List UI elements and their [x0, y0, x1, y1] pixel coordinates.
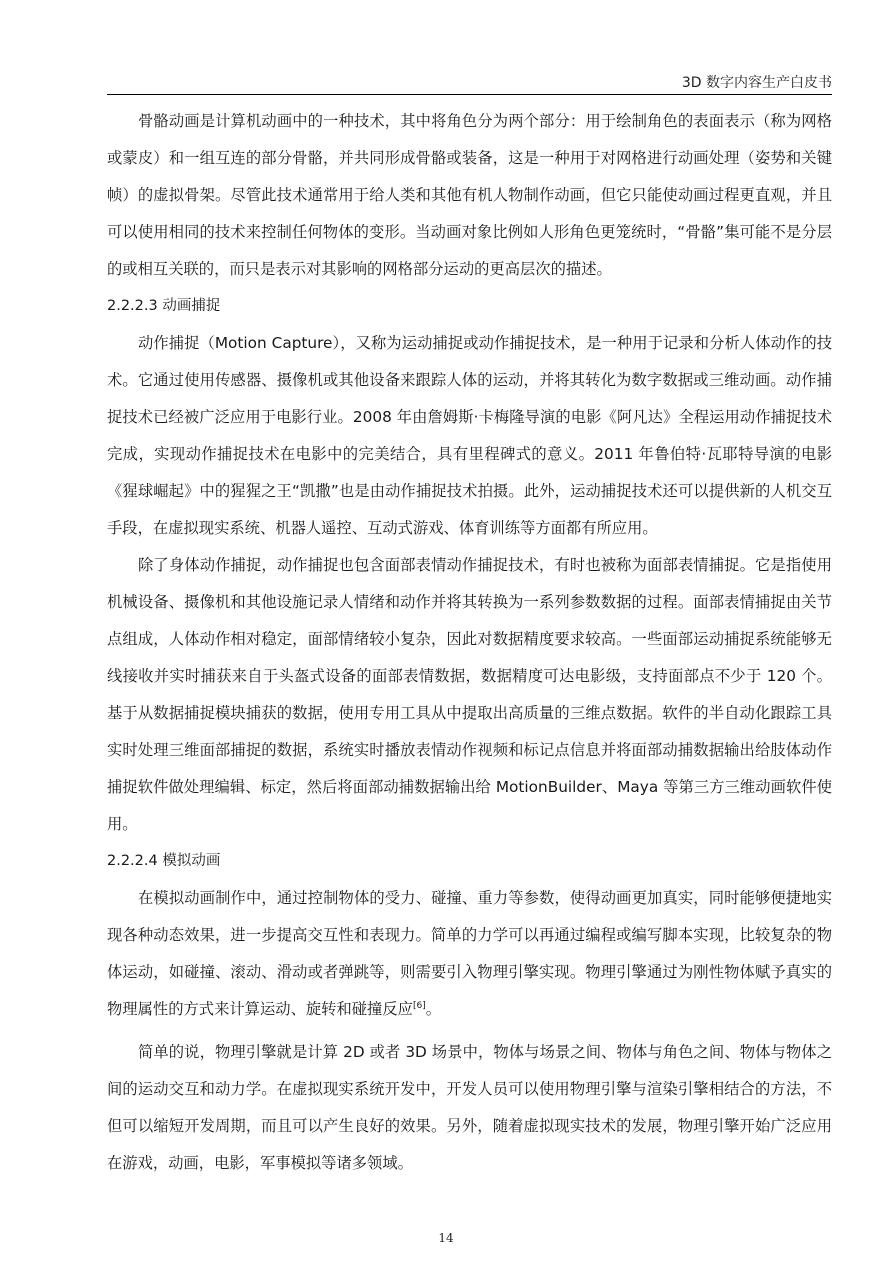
page-number: 14 [438, 1231, 454, 1245]
paragraph-facial-capture: 除了身体动作捕捉，动作捕捉也包含面部表情动作捕捉技术，有时也被称为面部表情捕捉。它是指使用机械设备、摄像机和其他设施记录人情绪和动作并将其转换为一系列参数数据的过程。面部表情捕捉由关节点组成，人体动作相对稳定，面部情绪较小复杂，因此对数据精度要求较高。一些面部运动捕捉系统能够无线接收并实时捕获来自于头盔式设备的面部表情数据，数据精度可达电影级，支持面部点不少于 120 个。基于从数据捕捉模块捕获的数据，使用专用工具从中提取出高质量的三维点数据。软件的半自动化跟踪工具实时处理三维面部捕捉的数据，系统实时播放表情动作视频和标记点信息并将面部动捕数据输出给肢体动作捕捉软件做处理编辑、标定，然后将面部动捕数据输出给 MotionBuilder、Maya 等第三方三维动画软件使用。 [107, 556, 832, 833]
document-title: 3D 数字内容生产白皮书 [681, 75, 832, 91]
paragraph-text: 在模拟动画制作中，通过控制物体的受力、碰撞、重力等参数，使得动画更加真实，同时能够便捷地实现各种动态效果，进一步提高交互性和表现力。简单的力学可以再通过编程或编写脚本实现，比较复杂的物体运动，如碰撞、滚动、滑动或者弹跳等，则需要引入物理引擎实现。物理引擎通过为刚性物体赋予真实的物理属性的方式来计算运动、旋转和碰撞反应 [107, 889, 832, 1018]
section-heading-motion-capture: 2.2.2.3 动画捕捉 [107, 298, 221, 314]
running-header [107, 66, 832, 95]
section-heading-simulation-animation: 2.2.2.4 模拟动画 [107, 853, 221, 869]
paragraph-physics-engine: 简单的说，物理引擎就是计算 2D 或者 3D 场景中，物体与场景之间、物体与角色之间、物体与物体之间的运动交互和动力学。在虚拟现实系统开发中，开发人员可以使用物理引擎与渲染引擎相结合的方法，不但可以缩短开发周期，而且可以产生良好的效果。另外，随着虚拟现实技术的发展，物理引擎开始广泛应用在游戏，动画，电影，军事模拟等诸多领域。 [107, 1043, 832, 1172]
citation-ref[interactable]: [6] [412, 1000, 426, 1011]
paragraph-skeletal-animation: 骨骼动画是计算机动画中的一种技术，其中将角色分为两个部分：用于绘制角色的表面表示（称为网格或蒙皮）和一组互连的部分骨骼，并共同形成骨骼或装备，这是一种用于对网格进行动画处理（姿势和关键帧）的虚拟骨架。尽管此技术通常用于给人类和其他有机人物制作动画，但它只能使动画过程更直观，并且可以使用相同的技术来控制任何物体的变形。当动画对象比例如人形角色更笼统时，“骨骼”集可能不是分层的或相互关联的，而只是表示对其影响的网格部分运动的更高层次的描述。 [107, 112, 832, 278]
paragraph-motion-capture: 动作捕捉（Motion Capture），又称为运动捕捉或动作捕捉技术，是一种用于记录和分析人体动作的技术。它通过使用传感器、摄像机或其他设备来跟踪人体的运动，并将其转化为数字数据或三维动画。动作捕捉技术已经被广泛应用于电影行业。2008 年由詹姆斯·卡梅隆导演的电影《阿凡达》全程运用动作捕捉技术完成，实现动作捕捉技术在电影中的完美结合，具有里程碑式的意义。2011 年鲁伯特·瓦耶特导演的电影《猩球崛起》中的猩猩之王“凯撒”也是由动作捕捉技术拍摄。此外，运动捕捉技术还可以提供新的人机交互手段，在虚拟现实系统、机器人遥控、互动式游戏、体育训练等方面都有所应用。 [107, 334, 832, 537]
paragraph-end-punct: 。 [425, 1000, 442, 1018]
page-body [107, 103, 832, 1182]
paragraph-simulation-animation [107, 880, 832, 1028]
